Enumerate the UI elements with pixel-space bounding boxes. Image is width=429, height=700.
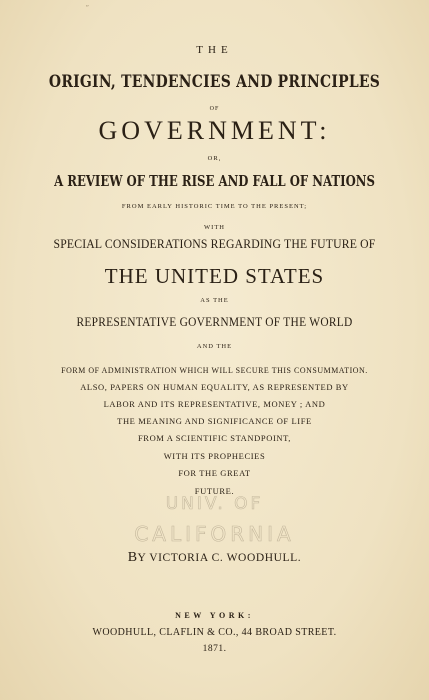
paragraph-line: FROM A SCIENTIFIC STANDPOINT, — [137, 433, 292, 443]
title-or: OR, — [207, 155, 222, 162]
paragraph-line: THE MEANING AND SIGNIFICANCE OF LIFE — [117, 416, 312, 426]
subtitle: A REVIEW OF THE RISE AND FALL OF NATIONS — [54, 172, 375, 190]
paragraph-line: FORM OF ADMINISTRATION WHICH WILL SECURE THIS CONSUMMATION. — [61, 365, 368, 375]
publication-year: 1871. — [202, 644, 227, 654]
ink-speck-mark: ″ — [86, 4, 89, 12]
special-considerations-line: SPECIAL CONSIDERATIONS REGARDING THE FUTURE OF — [53, 236, 376, 251]
from-line: FROM EARLY HISTORIC TIME TO THE PRESENT; — [121, 203, 308, 210]
title-the: THE — [196, 44, 233, 56]
publisher: WOODHULL, CLAFLIN & CO., 44 BROAD STREET. — [92, 627, 337, 638]
title-with: WITH — [204, 224, 225, 231]
paragraph-line: LABOR AND ITS REPRESENTATIVE, MONEY ; AND — [103, 399, 326, 409]
author-by-initial: B — [127, 550, 138, 565]
representative-government-line: REPRESENTATIVE GOVERNMENT OF THE WORLD — [76, 314, 353, 329]
paragraph-line: ALSO, PAPERS ON HUMAN EQUALITY, AS REPRESENTED BY — [80, 382, 349, 392]
title-and-the: AND THE — [196, 343, 233, 350]
author-line — [0, 550, 429, 566]
library-stamp-line-2: CALIFORNIA — [134, 522, 295, 546]
paragraph-line: FUTURE. — [194, 486, 235, 496]
paragraph-line: WITH ITS PROPHECIES — [163, 451, 266, 461]
author-name: Y VICTORIA C. WOODHULL. — [137, 552, 302, 564]
main-title: ORIGIN, TENDENCIES AND PRINCIPLES — [48, 72, 381, 92]
title-government: GOVERNMENT: — [98, 116, 331, 145]
publication-place: NEW YORK: — [175, 611, 254, 620]
library-stamp-line-1: UNIV. OF — [165, 494, 264, 514]
title-as-the: AS THE — [200, 297, 229, 304]
title-of: OF — [209, 106, 220, 112]
united-states-heading: THE UNITED STATES — [104, 264, 325, 288]
paragraph-line: FOR THE GREAT — [178, 468, 251, 478]
